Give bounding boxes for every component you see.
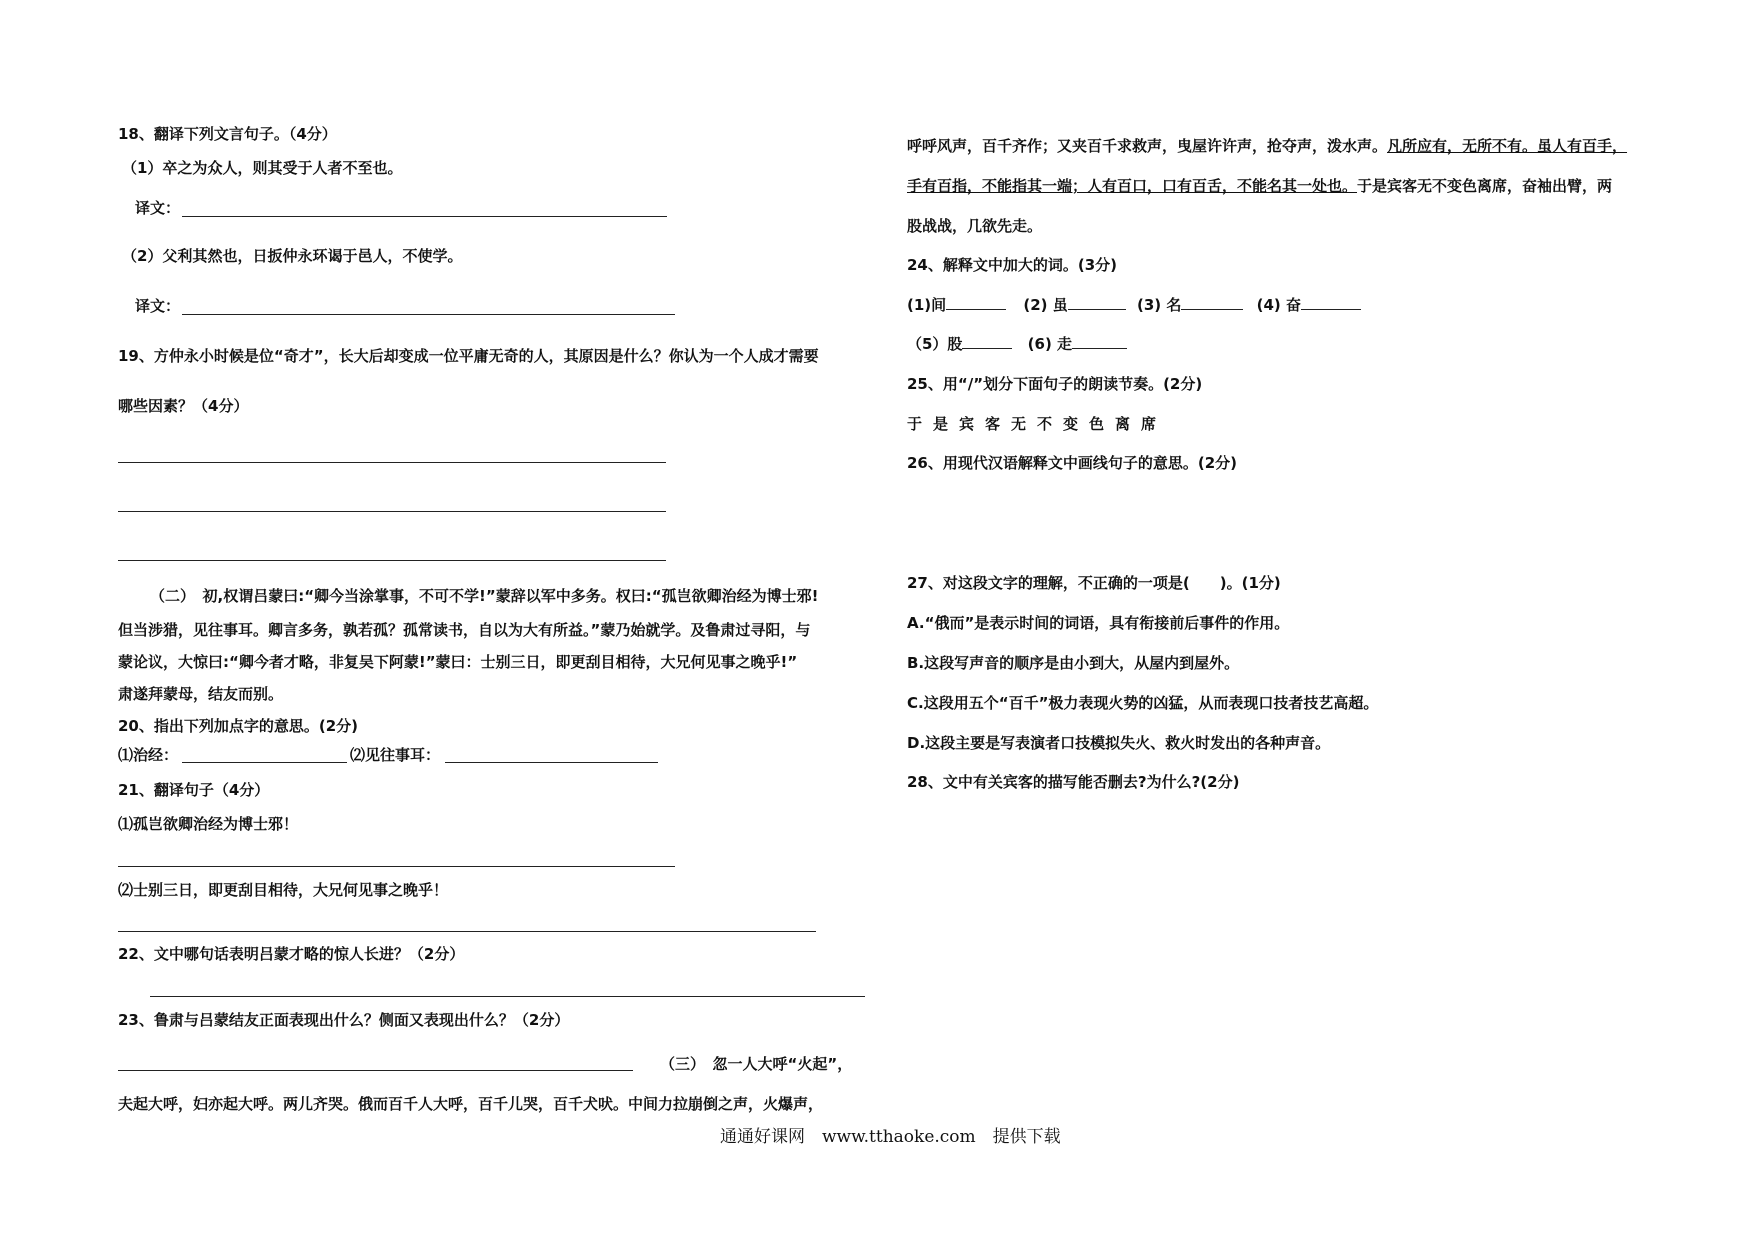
q18-sentence-1: （1）卒之为众人，则其受于人者不至也。 <box>122 159 403 177</box>
q28-title: 28、文中有关宾客的描写能否删去?为什么?(2分) <box>907 773 1240 791</box>
q24-item-1: (1)间 <box>907 296 947 314</box>
q21-answer-line-b[interactable] <box>118 931 816 932</box>
q27-option-c: C.这段用五个“百千”极力表现火势的凶猛，从而表现口技者技艺高超。 <box>907 694 1379 712</box>
q26-title: 26、用现代汉语解释文中画线句子的意思。(2分) <box>907 454 1238 472</box>
q24-blank-5[interactable] <box>962 334 1012 349</box>
q19-question-line-2: 哪些因素？（4分） <box>118 397 249 415</box>
q20-item-b: ⑵见往事耳： <box>350 746 441 764</box>
q20-answer-line-a[interactable] <box>182 762 347 763</box>
passage-3-heading: （三） 忽一人大呼“火起”， <box>660 1055 853 1073</box>
q20-answer-line-b[interactable] <box>445 762 658 763</box>
q18-title: 18、翻译下列文言句子。（4分） <box>118 125 337 143</box>
q19-answer-line-2[interactable] <box>118 511 666 512</box>
q24-blank-4[interactable] <box>1301 295 1361 310</box>
q18-answer-label-1: 译文： <box>135 199 181 217</box>
q25-title: 25、用“/”划分下面句子的朗读节奏。(2分) <box>907 375 1203 393</box>
underlined-sentence-part-2: 手有百指，不能指其一端；人有百口，口有百舌，不能名其一处也。 <box>907 177 1358 195</box>
q20-title: 20、指出下列加点字的意思。(2分) <box>118 717 359 735</box>
q23-answer-line[interactable] <box>118 1070 633 1071</box>
q24-item-4: (4) 奋 <box>1256 296 1301 314</box>
q24-blank-3[interactable] <box>1181 295 1243 310</box>
q18-answer-line-1[interactable] <box>182 216 667 217</box>
q23-title: 23、鲁肃与吕蒙结友正面表现出什么？侧面又表现出什么？（2分） <box>118 1011 570 1029</box>
q24-blank-1[interactable] <box>946 295 1006 310</box>
q24-row-2 <box>907 334 1127 354</box>
q24-title: 24、解释文中加大的词。(3分) <box>907 256 1118 274</box>
q24-row-1 <box>907 295 1361 315</box>
passage-2-line-4: 肃遂拜蒙母，结友而别。 <box>118 685 284 703</box>
q24-item-6: (6) 走 <box>1027 335 1073 353</box>
q18-answer-label-2: 译文： <box>135 297 181 315</box>
q21-item-a: ⑴孤岂欲卿治经为博士邪！ <box>118 815 299 833</box>
q19-question-line-1: 19、方仲永小时候是位“奇才”，长大后却变成一位平庸无奇的人，其原因是什么？你认为一个人成才需要 <box>118 347 819 365</box>
q18-sentence-2: （2）父利其然也，日扳仲永环谒于邑人，不使学。 <box>122 247 463 265</box>
passage-3-right-line-2 <box>907 176 1612 196</box>
footer-source: 通通好课网 www.tthaoke.com 提供下载 <box>720 1127 1061 1147</box>
q24-item-5: （5）股 <box>907 335 963 353</box>
passage-3-right-line-3: 股战战，几欲先走。 <box>907 217 1043 235</box>
passage-2-line-1: （二） 初,权谓吕蒙曰:“卿今当涂掌事，不可不学!”蒙辞以军中多务。权曰:“孤岂欲卿治经为博士邪! <box>150 587 819 605</box>
q22-title: 22、文中哪句话表明吕蒙才略的惊人长进？（2分） <box>118 945 465 963</box>
q24-item-3: (3) 名 <box>1137 296 1182 314</box>
passage-3-line-left: 夫起大呼，妇亦起大呼。两儿齐哭。俄而百千人大呼，百千儿哭，百千犬吠。中间力拉崩倒之声，火爆声， <box>118 1095 824 1113</box>
q22-answer-line[interactable] <box>150 996 865 997</box>
underlined-sentence-part-1: 凡所应有，无所不有。虽人有百手， <box>1387 137 1628 155</box>
q24-blank-2[interactable] <box>1068 295 1126 310</box>
q25-sentence: 于是宾客无不变色离席 <box>907 415 1168 433</box>
q21-item-b: ⑵士别三日，即更刮目相待，大兄何见事之晚乎！ <box>118 881 449 899</box>
q24-blank-6[interactable] <box>1072 334 1127 349</box>
passage-3-text-a: 呼呼风声，百千齐作；又夹百千求救声，曳屋许许声，抢夺声，泼水声。 <box>907 137 1388 155</box>
q21-answer-line-a[interactable] <box>118 866 675 867</box>
passage-3-right-line-1 <box>907 136 1627 156</box>
q21-title: 21、翻译句子（4分） <box>118 781 270 799</box>
q27-option-d: D.这段主要是写表演者口技模拟失火、救火时发出的各种声音。 <box>907 734 1331 752</box>
passage-3-text-b: 于是宾客无不变色离席，奋袖出臂，两 <box>1357 177 1613 195</box>
q27-option-a: A.“俄而”是表示时间的词语，具有衔接前后事件的作用。 <box>907 614 1290 632</box>
passage-2-line-3: 蒙论议，大惊曰:“卿今者才略，非复吴下阿蒙!”蒙曰：士别三日，即更刮目相待，大兄何见事之晚乎!” <box>118 653 798 671</box>
q24-item-2: (2) 虽 <box>1023 296 1068 314</box>
q19-answer-line-1[interactable] <box>118 462 666 463</box>
q20-item-a: ⑴治经： <box>118 746 179 764</box>
q18-answer-line-2[interactable] <box>182 314 675 315</box>
q19-answer-line-3[interactable] <box>118 560 666 561</box>
passage-2-line-2: 但当涉猎，见往事耳。卿言多务，孰若孤？孤常读书，自以为大有所益。”蒙乃始就学。及鲁肃过寻阳，与 <box>118 621 811 639</box>
q27-title: 27、对这段文字的理解，不正确的一项是( )。(1分) <box>907 574 1281 592</box>
q27-option-b: B.这段写声音的顺序是由小到大，从屋内到屋外。 <box>907 654 1240 672</box>
